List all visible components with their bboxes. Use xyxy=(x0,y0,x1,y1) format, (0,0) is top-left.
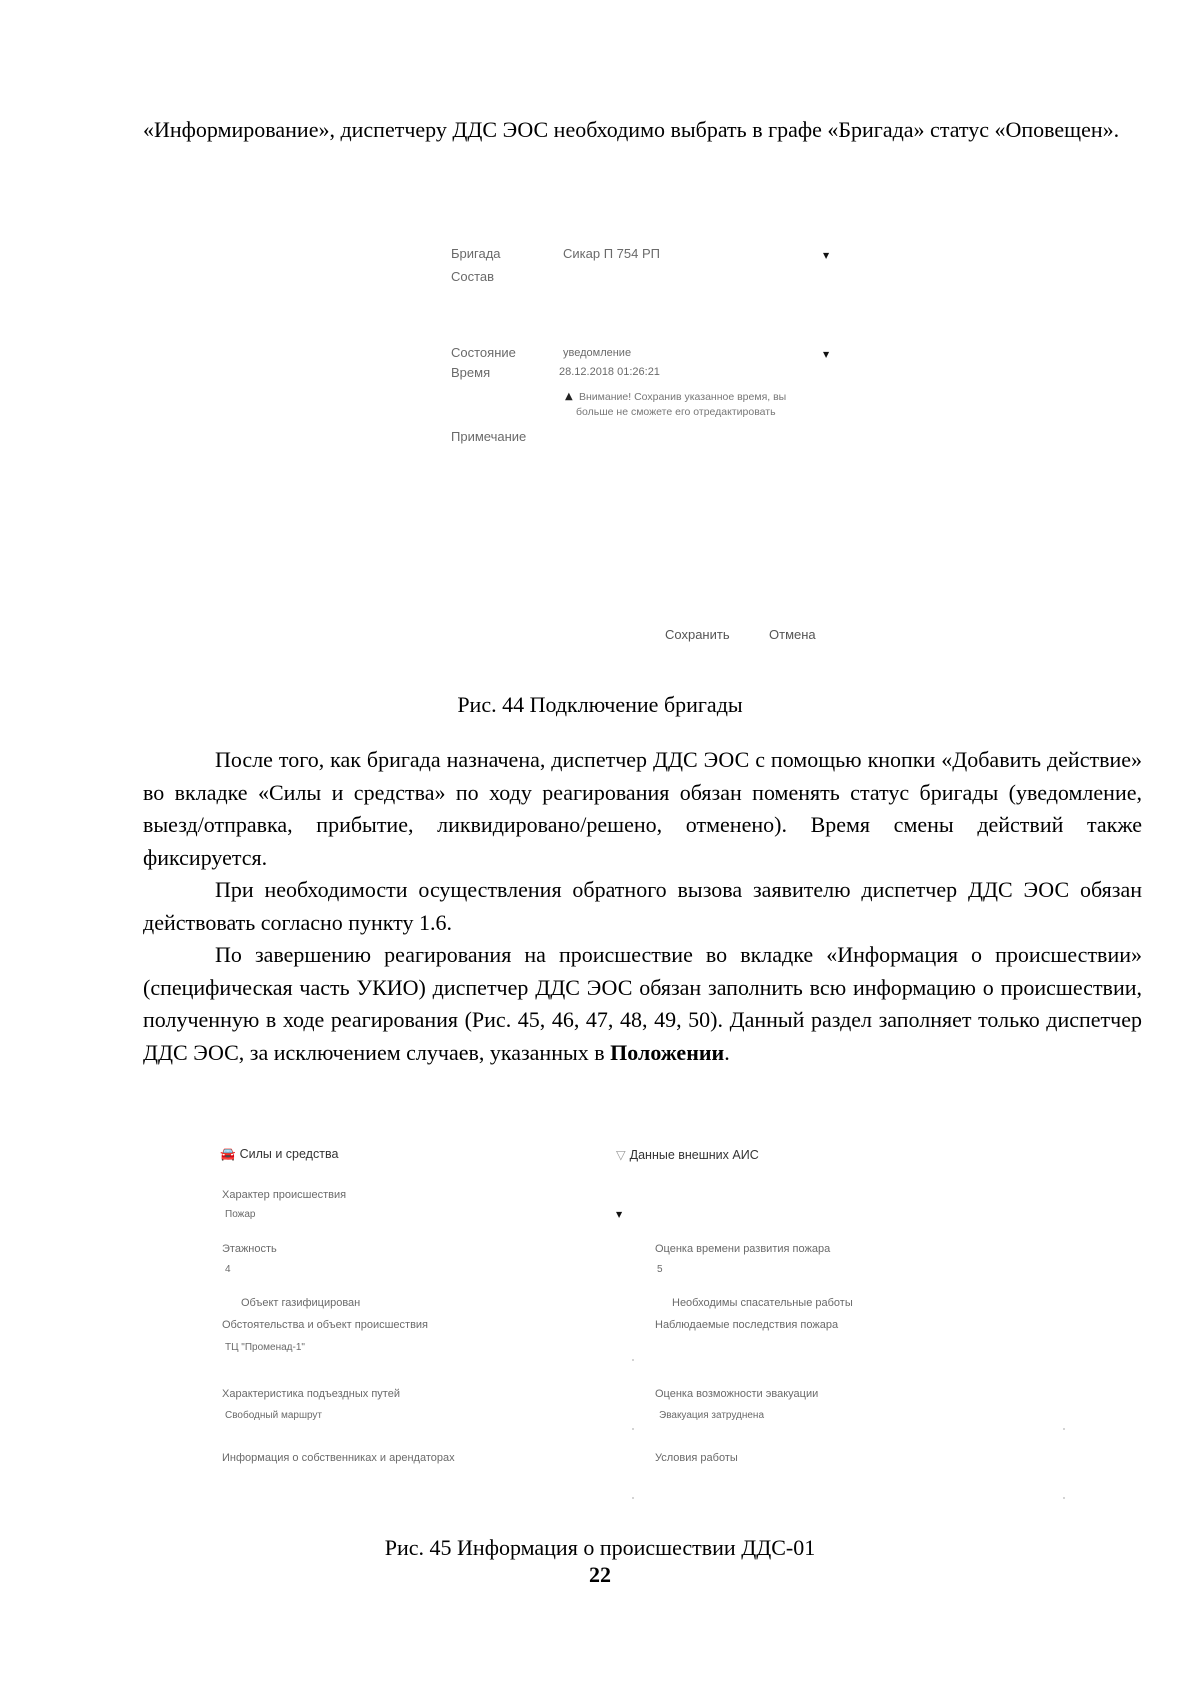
time-label: Время xyxy=(451,365,491,380)
state-select[interactable]: уведомление xyxy=(563,347,632,359)
circumstances-label: Обстоятельства и объект происшествия xyxy=(222,1319,429,1331)
chevron-down-icon[interactable]: ▼ xyxy=(823,350,830,359)
fire-time-input[interactable]: 5 xyxy=(657,1264,663,1275)
paragraph-intro: «Информирование», диспетчеру ДДС ЭОС необходимо выбрать в графе «Бригада» статус «Оповещен». xyxy=(143,117,1120,142)
note-label: Примечание xyxy=(451,429,527,444)
tab-forces-label: Силы и средства xyxy=(239,1147,339,1161)
owners-label: Информация о собственниках и арендаторах xyxy=(222,1452,455,1464)
paragraph-incident-info-text: По завершению реагирования на происшествие во вкладке «Информация о происшествии» (специфическая часть УКИО) диспетчер ДДС ЭОС обязан заполнить всю информацию о происшествии, полученную в ходе реагирования (Рис. 45, 46, 47, 48, 49, 50). Данный раздел заполняет только диспетчер ДДС ЭОС, за исключением случаев, указанных в xyxy=(143,942,1142,1065)
paragraph-brigade-status: После того, как бригада назначена, диспетчер ДДС ЭОС с помощью кнопки «Добавить действие» во вкладке «Силы и средства» по ходу реагирования обязан поменять статус бригады (уведомление, выезд/отправка, прибытие, ликвидировано/решено, отменено). Время смены действий также фиксируется. xyxy=(143,747,1142,870)
incident-type-label: Характер происшествия xyxy=(222,1189,347,1201)
cancel-button[interactable]: Отмена xyxy=(769,627,816,642)
paragraph-callback: При необходимости осуществления обратного вызова заявителю диспетчер ДДС ЭОС обязан действовать согласно пункту 1.6. xyxy=(143,877,1142,935)
regulation-link-text: Положении xyxy=(610,1039,725,1065)
page-number: 22 xyxy=(589,1562,611,1587)
figure-44-caption: Рис. 44 Подключение бригады xyxy=(457,692,743,717)
floors-label: Этажность xyxy=(222,1243,277,1255)
warning-icon: ▲ xyxy=(565,391,573,402)
consequences-label: Наблюдаемые последствия пожара xyxy=(655,1319,839,1331)
paragraph-incident-info xyxy=(143,939,1142,1069)
access-label: Характеристика подъездных путей xyxy=(222,1388,400,1400)
rescue-checkbox[interactable]: Необходимы спасательные работы xyxy=(672,1297,853,1309)
incident-type-select[interactable]: Пожар xyxy=(225,1209,256,1220)
brigade-label: Бригада xyxy=(451,246,501,261)
tab-external[interactable] xyxy=(616,1147,759,1162)
chevron-down-icon[interactable]: ▼ xyxy=(823,251,830,260)
tab-forces[interactable] xyxy=(220,1147,338,1162)
time-input[interactable]: 28.12.2018 01:26:21 xyxy=(559,366,660,378)
figure-45-caption: Рис. 45 Информация о происшествии ДДС-01 xyxy=(384,1535,816,1560)
composition-label: Состав xyxy=(451,269,495,284)
access-input[interactable]: Свободный маршрут xyxy=(225,1410,323,1421)
state-label: Состояние xyxy=(451,345,516,360)
gasified-checkbox[interactable]: Объект газифицирован xyxy=(241,1297,361,1309)
fire-time-label: Оценка времени развития пожара xyxy=(655,1243,831,1255)
resize-handle-icon[interactable] xyxy=(1063,1428,1065,1430)
evacuation-input[interactable]: Эвакуация затруднена xyxy=(659,1410,765,1421)
resize-handle-icon[interactable] xyxy=(632,1359,634,1361)
chevron-down-icon[interactable]: ▼ xyxy=(616,1210,623,1219)
resize-handle-icon[interactable] xyxy=(632,1497,634,1499)
resize-handle-icon[interactable] xyxy=(632,1428,634,1430)
warning-text-2: больше не сможете его отредактировать xyxy=(576,406,776,418)
save-button[interactable]: Сохранить xyxy=(665,627,730,642)
tab-external-label: Данные внешних АИС xyxy=(629,1148,759,1162)
conditions-label: Условия работы xyxy=(655,1452,738,1464)
circumstances-input[interactable]: ТЦ "Променад-1" xyxy=(225,1342,305,1353)
paragraph-end-punct: . xyxy=(724,1039,730,1065)
warning-text-1: Внимание! Сохранив указанное время, вы xyxy=(579,391,787,403)
resize-handle-icon[interactable] xyxy=(1063,1497,1065,1499)
brigade-select[interactable]: Сикар П 754 РП xyxy=(563,246,660,261)
evacuation-label: Оценка возможности эвакуации xyxy=(655,1388,819,1400)
floors-input[interactable]: 4 xyxy=(225,1264,231,1275)
car-icon: 🚘 xyxy=(220,1147,236,1161)
filter-icon: ▽ xyxy=(616,1148,626,1162)
